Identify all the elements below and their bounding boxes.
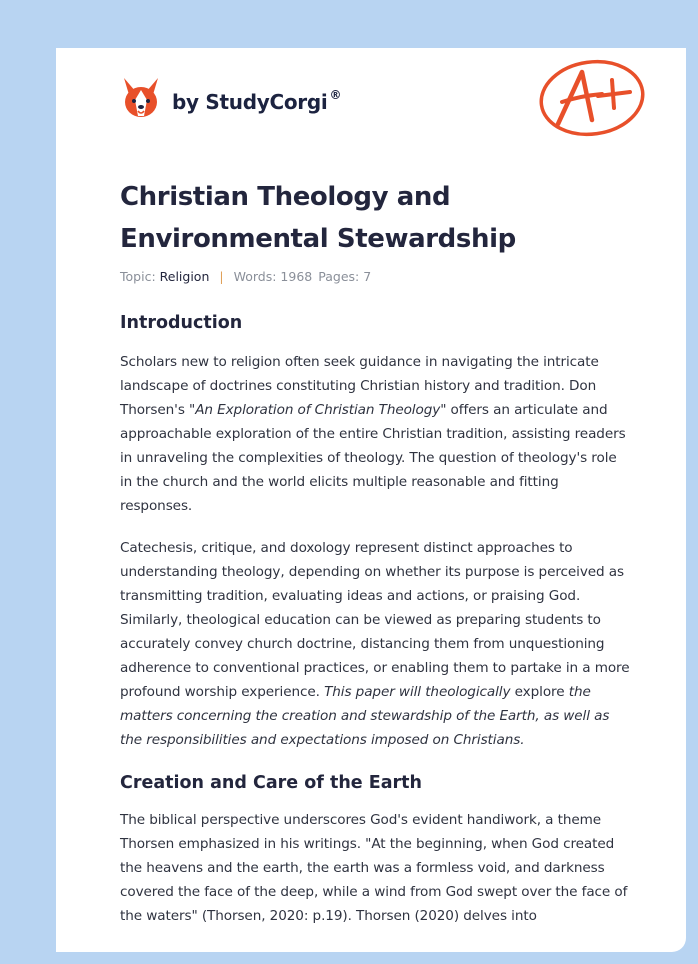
corgi-icon (120, 76, 162, 120)
topic-link[interactable]: Religion (159, 269, 210, 284)
introduction-heading: Introduction (120, 313, 243, 333)
document-page (56, 48, 686, 952)
article-body (120, 310, 632, 928)
word-count: Words: 1968 (233, 269, 313, 284)
page-title: Christian Theology and Environmental Stewardship (120, 182, 516, 254)
creation-paragraph-1: The biblical perspective underscores God's evident handiwork, a theme Thorsen emphasized in his writings. "At the beginning, when God created the heavens and the earth, the earth was a formless void, and darkness covered the face of the deep, while a wind from God swept over the face of the waters" (Thorsen, 2020: p.19). Thorsen (2020) delves into (120, 812, 628, 924)
article-meta (120, 269, 371, 284)
book-title: An Exploration of Christian Theology (195, 402, 441, 418)
a-plus-grade-icon (536, 58, 648, 138)
intro-paragraph-2: Catechesis, critique, and doxology represent distinct approaches to understanding theology, depending on whether its purpose is perceived as transmitting tradition, evaluating ideas and actions, or praising God. Similarly, theological education can be viewed as preparing students to accurately convey church doctrine, distancing them from unquestioning adherence to conventional practices, or enabling them to partake in a more profound worship experience. This paper will theologically explore the matters concerning the creation and stewardship of the Earth, as well as the responsibilities and expectations imposed on Christians. (120, 540, 630, 748)
topic-label: Topic: (120, 269, 156, 284)
intro-paragraph-1: Scholars new to religion often seek guidance in navigating the intricate landscape of doctrines constituting Christian history and tradition. Don Thorsen's "An Exploration of Christian Theology" offers an articulate and approachable exploration of the entire Christian tradition, assisting readers in unraveling the complexities of theology. The question of theology's role in the church and the world elicits multiple reasonable and fitting responses. (120, 354, 626, 514)
creation-heading: Creation and Care of the Earth (120, 773, 422, 793)
page-count: Pages: 7 (318, 269, 372, 284)
brand-name: by StudyCorgi ® (172, 88, 342, 114)
meta-separator: | (219, 269, 224, 284)
registered-mark: ® (329, 88, 342, 102)
studycorgi-logo[interactable] (120, 76, 341, 120)
